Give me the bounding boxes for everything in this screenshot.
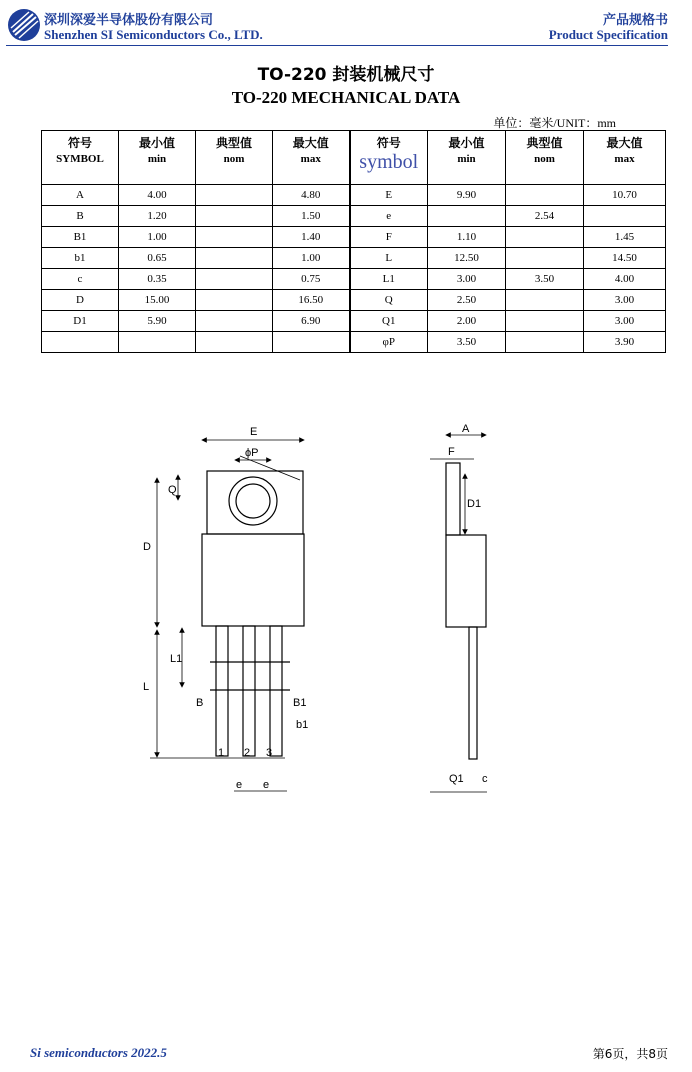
label-c: c bbox=[482, 773, 488, 785]
page-title-cn: TO-220 封装机械尺寸 bbox=[257, 65, 435, 85]
lead-1 bbox=[216, 626, 228, 756]
header-symbol-2: 符号 symbol bbox=[350, 131, 428, 185]
company-name-cn: 深圳深爱半导体股份有限公司 bbox=[44, 13, 214, 28]
header-min: 最小值 min bbox=[119, 131, 196, 185]
label-A: A bbox=[462, 423, 470, 435]
label-pin1: 1 bbox=[218, 747, 225, 759]
table-header-row bbox=[42, 131, 666, 185]
front-view bbox=[202, 471, 307, 756]
table-cell: 0.35 bbox=[119, 269, 196, 290]
header-nom-2: 典型值 nom bbox=[506, 131, 584, 185]
label-B1: B1 bbox=[293, 697, 307, 709]
label-b1: b1 bbox=[296, 719, 309, 731]
table-cell: 0.75 bbox=[273, 269, 350, 290]
table-cell: 1.40 bbox=[273, 227, 350, 248]
table-cell: 3.50 bbox=[428, 332, 506, 353]
label-D1: D1 bbox=[467, 498, 482, 510]
doc-type-en: Product Specification bbox=[548, 27, 668, 42]
table-row bbox=[42, 311, 666, 332]
side-lead bbox=[469, 627, 477, 759]
table-cell: Q1 bbox=[350, 311, 428, 332]
company-name-en: Shenzhen SI Semiconductors Co., LTD. bbox=[44, 27, 263, 42]
table-cell bbox=[196, 332, 273, 353]
label-e2: e bbox=[263, 779, 270, 791]
doc-type-cn: 产品规格书 bbox=[602, 13, 668, 28]
table-row bbox=[42, 227, 666, 248]
table-cell: 3.00 bbox=[428, 269, 506, 290]
header-symbol: 符号 SYMBOL bbox=[42, 131, 119, 185]
table-cell: A bbox=[42, 185, 119, 206]
side-tab bbox=[446, 463, 460, 535]
footer-brand: Si semiconductors 2022.5 bbox=[30, 1045, 167, 1060]
table-cell: 15.00 bbox=[119, 290, 196, 311]
table-cell bbox=[196, 311, 273, 332]
table-cell: E bbox=[350, 185, 428, 206]
table-cell: 0.65 bbox=[119, 248, 196, 269]
label-pin2: 2 bbox=[244, 747, 251, 759]
table-cell bbox=[506, 185, 584, 206]
table-cell: 2.54 bbox=[506, 206, 584, 227]
table-cell: 1.00 bbox=[119, 227, 196, 248]
header-nom: 典型值 nom bbox=[196, 131, 273, 185]
table-cell bbox=[506, 227, 584, 248]
table-cell: 4.00 bbox=[584, 269, 666, 290]
page-number: 第6页，共8页 bbox=[592, 1047, 668, 1061]
table-cell bbox=[196, 290, 273, 311]
table-cell: 1.50 bbox=[273, 206, 350, 227]
header-max: 最大值 max bbox=[273, 131, 350, 185]
table-cell: 2.50 bbox=[428, 290, 506, 311]
table-cell: B1 bbox=[42, 227, 119, 248]
header-min-2: 最小值 min bbox=[428, 131, 506, 185]
table-cell bbox=[196, 227, 273, 248]
drawing-labels bbox=[143, 423, 488, 791]
table-cell bbox=[42, 332, 119, 353]
company-logo bbox=[7, 8, 41, 42]
table-cell bbox=[506, 248, 584, 269]
table-row bbox=[42, 332, 666, 353]
table-cell: 1.10 bbox=[428, 227, 506, 248]
table-cell: 3.50 bbox=[506, 269, 584, 290]
page-title-en: TO-220 MECHANICAL DATA bbox=[231, 88, 461, 107]
label-L: L bbox=[143, 681, 150, 693]
table-cell bbox=[506, 311, 584, 332]
table-cell bbox=[196, 269, 273, 290]
handwritten-symbol-note: symbol bbox=[359, 151, 419, 173]
header-rule bbox=[6, 45, 668, 46]
table-cell: b1 bbox=[42, 248, 119, 269]
label-e1: e bbox=[236, 779, 243, 791]
table-cell: φP bbox=[350, 332, 428, 353]
table-cell: 5.90 bbox=[119, 311, 196, 332]
table-cell bbox=[119, 332, 196, 353]
table-cell bbox=[196, 206, 273, 227]
table-row bbox=[42, 269, 666, 290]
table-cell: 4.00 bbox=[119, 185, 196, 206]
table-row bbox=[42, 248, 666, 269]
unit-note: 单位：毫米/UNIT：mm bbox=[493, 116, 616, 130]
table-cell: 9.90 bbox=[428, 185, 506, 206]
label-Q: Q bbox=[168, 484, 177, 496]
table-cell: 3.00 bbox=[584, 311, 666, 332]
table-cell: D1 bbox=[42, 311, 119, 332]
label-B: B bbox=[196, 697, 204, 709]
label-pin3: 3 bbox=[266, 747, 273, 759]
table-cell: 14.50 bbox=[584, 248, 666, 269]
table-cell: 1.45 bbox=[584, 227, 666, 248]
table-cell: 3.90 bbox=[584, 332, 666, 353]
table-cell: 1.20 bbox=[119, 206, 196, 227]
table-cell: 2.00 bbox=[428, 311, 506, 332]
table-cell bbox=[273, 332, 350, 353]
side-dimensions bbox=[430, 435, 487, 792]
table-cell: 10.70 bbox=[584, 185, 666, 206]
dimension-table bbox=[41, 130, 666, 353]
side-body bbox=[446, 535, 486, 627]
table-row bbox=[42, 206, 666, 227]
header-max-2: 最大值 max bbox=[584, 131, 666, 185]
label-L1: L1 bbox=[170, 653, 183, 665]
label-Q1: Q1 bbox=[449, 773, 464, 785]
table-cell: Q bbox=[350, 290, 428, 311]
table-cell: B bbox=[42, 206, 119, 227]
table-cell: 16.50 bbox=[273, 290, 350, 311]
label-phiP: ϕP bbox=[245, 447, 259, 459]
label-D: D bbox=[143, 541, 151, 553]
table-cell: e bbox=[350, 206, 428, 227]
table-cell: 12.50 bbox=[428, 248, 506, 269]
page-header bbox=[0, 0, 692, 46]
table-cell bbox=[196, 185, 273, 206]
table-cell: L1 bbox=[350, 269, 428, 290]
table-cell: F bbox=[350, 227, 428, 248]
lead-3 bbox=[270, 626, 282, 756]
body-outline bbox=[202, 534, 304, 626]
table-cell: 3.00 bbox=[584, 290, 666, 311]
table-cell bbox=[196, 248, 273, 269]
package-drawing bbox=[0, 400, 692, 820]
table-cell bbox=[428, 206, 506, 227]
mount-hole-inner bbox=[236, 484, 270, 518]
table-cell bbox=[506, 290, 584, 311]
table-cell: L bbox=[350, 248, 428, 269]
table-cell: 4.80 bbox=[273, 185, 350, 206]
table-cell: 6.90 bbox=[273, 311, 350, 332]
table-row bbox=[42, 290, 666, 311]
table-row bbox=[42, 185, 666, 206]
label-E: E bbox=[250, 426, 258, 438]
table-cell bbox=[506, 332, 584, 353]
label-F: F bbox=[448, 446, 455, 458]
table-cell bbox=[584, 206, 666, 227]
table-cell: 1.00 bbox=[273, 248, 350, 269]
lead-2 bbox=[243, 626, 255, 756]
table-cell: c bbox=[42, 269, 119, 290]
table-cell: D bbox=[42, 290, 119, 311]
